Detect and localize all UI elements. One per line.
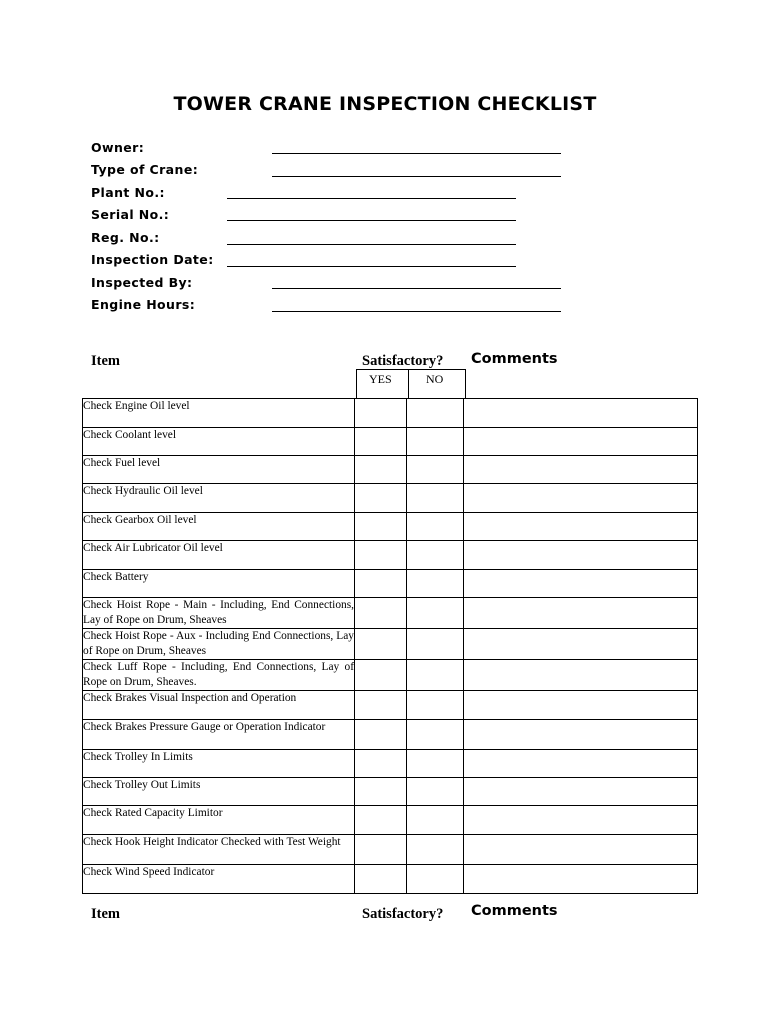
satisfactory-column-header-repeat: Satisfactory?: [362, 906, 444, 922]
no-cell[interactable]: [407, 541, 464, 570]
yes-cell[interactable]: [355, 399, 407, 428]
reg-no-blank[interactable]: [227, 244, 516, 245]
comments-cell[interactable]: [464, 750, 698, 778]
table-row: [83, 750, 698, 778]
yes-cell[interactable]: [355, 720, 407, 750]
checklist-item: Check Luff Rope - Including, End Connections, Lay of Rope on Drum, Sheaves.: [83, 660, 355, 691]
inspection-checklist-table: [82, 398, 698, 894]
table-row: [83, 660, 698, 691]
comments-cell[interactable]: [464, 629, 698, 660]
comments-cell[interactable]: [464, 720, 698, 750]
yes-cell[interactable]: [355, 750, 407, 778]
table-row: [83, 541, 698, 570]
no-cell[interactable]: [407, 629, 464, 660]
no-column-header: NO: [426, 372, 444, 386]
comments-cell[interactable]: [464, 399, 698, 428]
table-row: [83, 629, 698, 660]
yes-cell[interactable]: [355, 456, 407, 484]
page-title: TOWER CRANE INSPECTION CHECKLIST: [173, 93, 597, 115]
no-cell[interactable]: [407, 835, 464, 865]
reg-no-label: Reg. No.:: [91, 230, 160, 245]
plant-no-label: Plant No.:: [91, 185, 165, 200]
yes-cell[interactable]: [355, 598, 407, 629]
yes-cell[interactable]: [355, 484, 407, 513]
no-cell[interactable]: [407, 660, 464, 691]
inspected-by-blank[interactable]: [272, 288, 561, 289]
comments-cell[interactable]: [464, 484, 698, 513]
inspection-date-label: Inspection Date:: [91, 252, 214, 267]
table-row: [83, 806, 698, 835]
comments-cell[interactable]: [464, 835, 698, 865]
table-row: [83, 513, 698, 541]
no-cell[interactable]: [407, 598, 464, 629]
checklist-item: Check Hook Height Indicator Checked with Test Weight: [83, 835, 355, 865]
no-cell[interactable]: [407, 399, 464, 428]
engine-hours-label: Engine Hours:: [91, 297, 196, 312]
comments-cell[interactable]: [464, 806, 698, 835]
yes-cell[interactable]: [355, 660, 407, 691]
table-row: [83, 720, 698, 750]
checklist-item: Check Hoist Rope - Main - Including, End Connections, Lay of Rope on Drum, Sheaves: [83, 598, 355, 629]
checklist-item: Check Air Lubricator Oil level: [83, 541, 355, 570]
serial-no-blank[interactable]: [227, 220, 516, 221]
no-cell[interactable]: [407, 865, 464, 894]
table-row: [83, 428, 698, 456]
comments-cell[interactable]: [464, 691, 698, 720]
comments-column-header: Comments: [471, 351, 558, 367]
crane-type-blank[interactable]: [272, 176, 561, 177]
yes-cell[interactable]: [355, 541, 407, 570]
checklist-item: Check Coolant level: [83, 428, 355, 456]
checklist-item: Check Wind Speed Indicator: [83, 865, 355, 894]
comments-cell[interactable]: [464, 456, 698, 484]
engine-hours-blank[interactable]: [272, 311, 561, 312]
serial-no-label: Serial No.:: [91, 207, 170, 222]
checklist-item: Check Gearbox Oil level: [83, 513, 355, 541]
crane-type-label: Type of Crane:: [91, 162, 199, 177]
checklist-item: Check Engine Oil level: [83, 399, 355, 428]
table-row: [83, 399, 698, 428]
table-row: [83, 691, 698, 720]
yes-cell[interactable]: [355, 806, 407, 835]
owner-blank[interactable]: [272, 153, 561, 154]
table-row: [83, 835, 698, 865]
checklist-item: Check Rated Capacity Limitor: [83, 806, 355, 835]
table-row: [83, 456, 698, 484]
comments-cell[interactable]: [464, 778, 698, 806]
comments-cell[interactable]: [464, 660, 698, 691]
comments-cell[interactable]: [464, 428, 698, 456]
no-cell[interactable]: [407, 428, 464, 456]
yes-cell[interactable]: [355, 570, 407, 598]
item-column-header: Item: [91, 353, 120, 369]
checklist-item: Check Hydraulic Oil level: [83, 484, 355, 513]
comments-cell[interactable]: [464, 541, 698, 570]
yes-cell[interactable]: [355, 513, 407, 541]
checklist-item: Check Brakes Pressure Gauge or Operation Indicator: [83, 720, 355, 750]
no-cell[interactable]: [407, 720, 464, 750]
yes-cell[interactable]: [355, 835, 407, 865]
no-cell[interactable]: [407, 513, 464, 541]
checklist-item: Check Trolley In Limits: [83, 750, 355, 778]
comments-column-header-repeat: Comments: [471, 903, 558, 919]
checklist-item: Check Brakes Visual Inspection and Operation: [83, 691, 355, 720]
inspection-date-blank[interactable]: [227, 266, 516, 267]
no-cell[interactable]: [407, 484, 464, 513]
yes-cell[interactable]: [355, 865, 407, 894]
table-row: [83, 598, 698, 629]
satisfactory-column-header: Satisfactory?: [362, 353, 444, 369]
yes-cell[interactable]: [355, 428, 407, 456]
checklist-item: Check Hoist Rope - Aux - Including End Connections, Lay of Rope on Drum, Sheaves: [83, 629, 355, 660]
no-cell[interactable]: [407, 570, 464, 598]
no-cell[interactable]: [407, 691, 464, 720]
checklist-item: Check Battery: [83, 570, 355, 598]
comments-cell[interactable]: [464, 598, 698, 629]
table-row: [83, 778, 698, 806]
yes-cell[interactable]: [355, 629, 407, 660]
comments-cell[interactable]: [464, 513, 698, 541]
checklist-item: Check Trolley Out Limits: [83, 778, 355, 806]
no-cell[interactable]: [407, 750, 464, 778]
table-row: [83, 865, 698, 894]
table-row: [83, 570, 698, 598]
yes-cell[interactable]: [355, 691, 407, 720]
no-cell[interactable]: [407, 806, 464, 835]
comments-cell[interactable]: [464, 865, 698, 894]
table-row: [83, 484, 698, 513]
item-column-header-repeat: Item: [91, 906, 120, 922]
no-cell[interactable]: [407, 456, 464, 484]
owner-label: Owner:: [91, 140, 145, 155]
no-cell[interactable]: [407, 778, 464, 806]
checklist-item: Check Fuel level: [83, 456, 355, 484]
yes-cell[interactable]: [355, 778, 407, 806]
yes-no-divider: [408, 370, 409, 399]
comments-cell[interactable]: [464, 570, 698, 598]
inspected-by-label: Inspected By:: [91, 275, 193, 290]
plant-no-blank[interactable]: [227, 198, 516, 199]
yes-column-header: YES: [369, 372, 392, 386]
